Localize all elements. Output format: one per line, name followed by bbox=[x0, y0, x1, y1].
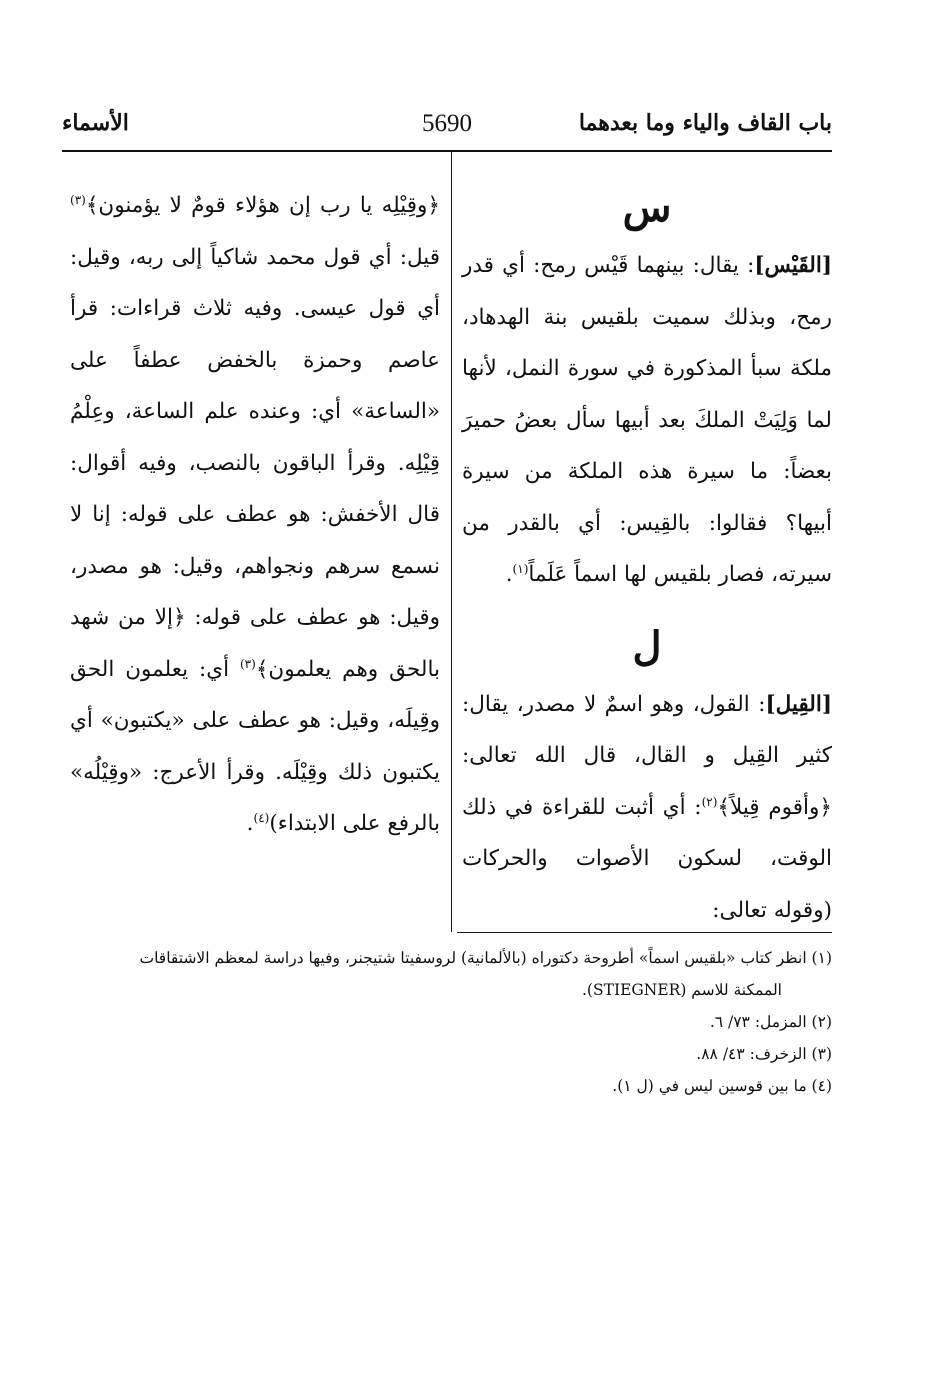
letter-heading-sin: س bbox=[622, 184, 672, 231]
entry-qil-continued bbox=[70, 180, 440, 850]
footnote-1: (١) انظر كتاب «بلقيس اسماً» أطروحة دكتوراه (بالألمانية) لروسفيتا شتيجنر، وفيها دراسة لمعظم الاشتقاقات bbox=[139, 949, 832, 967]
footnote-marker: (٤) bbox=[253, 810, 270, 825]
footnote-2: (٢) المزمل: ٧٣/ ٦. bbox=[709, 1013, 832, 1031]
entry-qil bbox=[462, 679, 832, 937]
running-header bbox=[62, 110, 832, 146]
commentary-text-cont: أي: يعلمون الحق وقِيلَه، وقيل: هو عطف على «يكتبون» أي يكتبون ذلك وقِيْلَه. وقرأ الأعرج: «وقِيْلُه» بالرفع على الابتداء) bbox=[70, 656, 440, 836]
left-column bbox=[70, 152, 440, 850]
two-column-body bbox=[62, 152, 832, 932]
entry-end: . bbox=[246, 811, 254, 836]
entry-end: . bbox=[505, 562, 513, 587]
footnotes bbox=[62, 942, 832, 1102]
verse-quote: ﴿وقِيْلِه يا رب إن هؤلاء قومٌ لا يؤمنون﴾ bbox=[85, 193, 440, 218]
footnote-3: (٣) الزخرف: ٤٣/ ٨٨. bbox=[696, 1045, 832, 1063]
entry-qil-text-cont: : أي أثبت للقراءة في ذلك الوقت، لسكون الأصوات والحركات (وقوله تعالى: bbox=[462, 794, 832, 923]
lemma-qays: [القَيْس] bbox=[754, 253, 832, 278]
page-number: 5690 bbox=[422, 110, 472, 137]
footnote-4: (٤) ما بين قوسين ليس في (ل ١). bbox=[612, 1077, 832, 1095]
footnote-marker: (١) bbox=[512, 561, 529, 576]
dictionary-page bbox=[62, 96, 832, 1256]
column-divider bbox=[451, 152, 452, 932]
footnote-marker: (٣) bbox=[70, 192, 86, 207]
footnote-marker: (٣) bbox=[239, 656, 256, 671]
section-title: الأسماء bbox=[62, 110, 129, 136]
footnote-marker: (٢) bbox=[701, 794, 718, 809]
entry-qil-text: : القول، وهو اسمٌ لا مصدر، يقال: كثير القِيل و القال، قال الله تعالى: ﴿وأقوم قِيلاً﴾ bbox=[462, 691, 832, 820]
footnote-rule bbox=[457, 932, 832, 933]
entry-qays bbox=[462, 240, 832, 601]
lemma-qil: [القِيل] bbox=[765, 691, 832, 717]
right-column bbox=[462, 152, 832, 936]
commentary-text: قيل: أي قول محمد شاكياً إلى ربه، وقيل: أي قول عيسى. وفيه ثلاث قراءات: قرأ عاصم وحمزة بالخفض عطفاً على «الساعة» أي: وعنده علم الساعة، وعِلْمُ قِيْلِه. وقرأ الباقون بالنصب، وفيه أقوال: قال الأخفش: هو عطف على قوله: إنا لا نسمع سرهم ونجواهم، وقيل: هو مصدر، وقيل: هو عطف على قوله: ﴿إلا من شهد بالحق وهم يعلمون﴾ bbox=[70, 244, 440, 682]
entry-qays-text: : يقال: بينهما قَيْس رمح: أي قدر رمح، وبذلك سميت بلقيس بنة الهدهاد، ملكة سبأ المذكورة في سورة النمل، لأنها لما وَلِيَتْ الملكَ بعد أبيها سأل بعضُ حميرَ بعضاً: ما سيرة هذه الملكة من سيرة أبيها؟ فقالوا: بالقِيس: أي بالقدر من سيرته، فصار بلقيس لها اسماً عَلَماً bbox=[462, 253, 832, 587]
letter-heading-lam: ل bbox=[632, 622, 662, 670]
chapter-title: باب القاف والياء وما بعدهما bbox=[578, 110, 832, 136]
footnote-1-cont: الممكنة للاسم (STIEGNER). bbox=[582, 981, 782, 999]
